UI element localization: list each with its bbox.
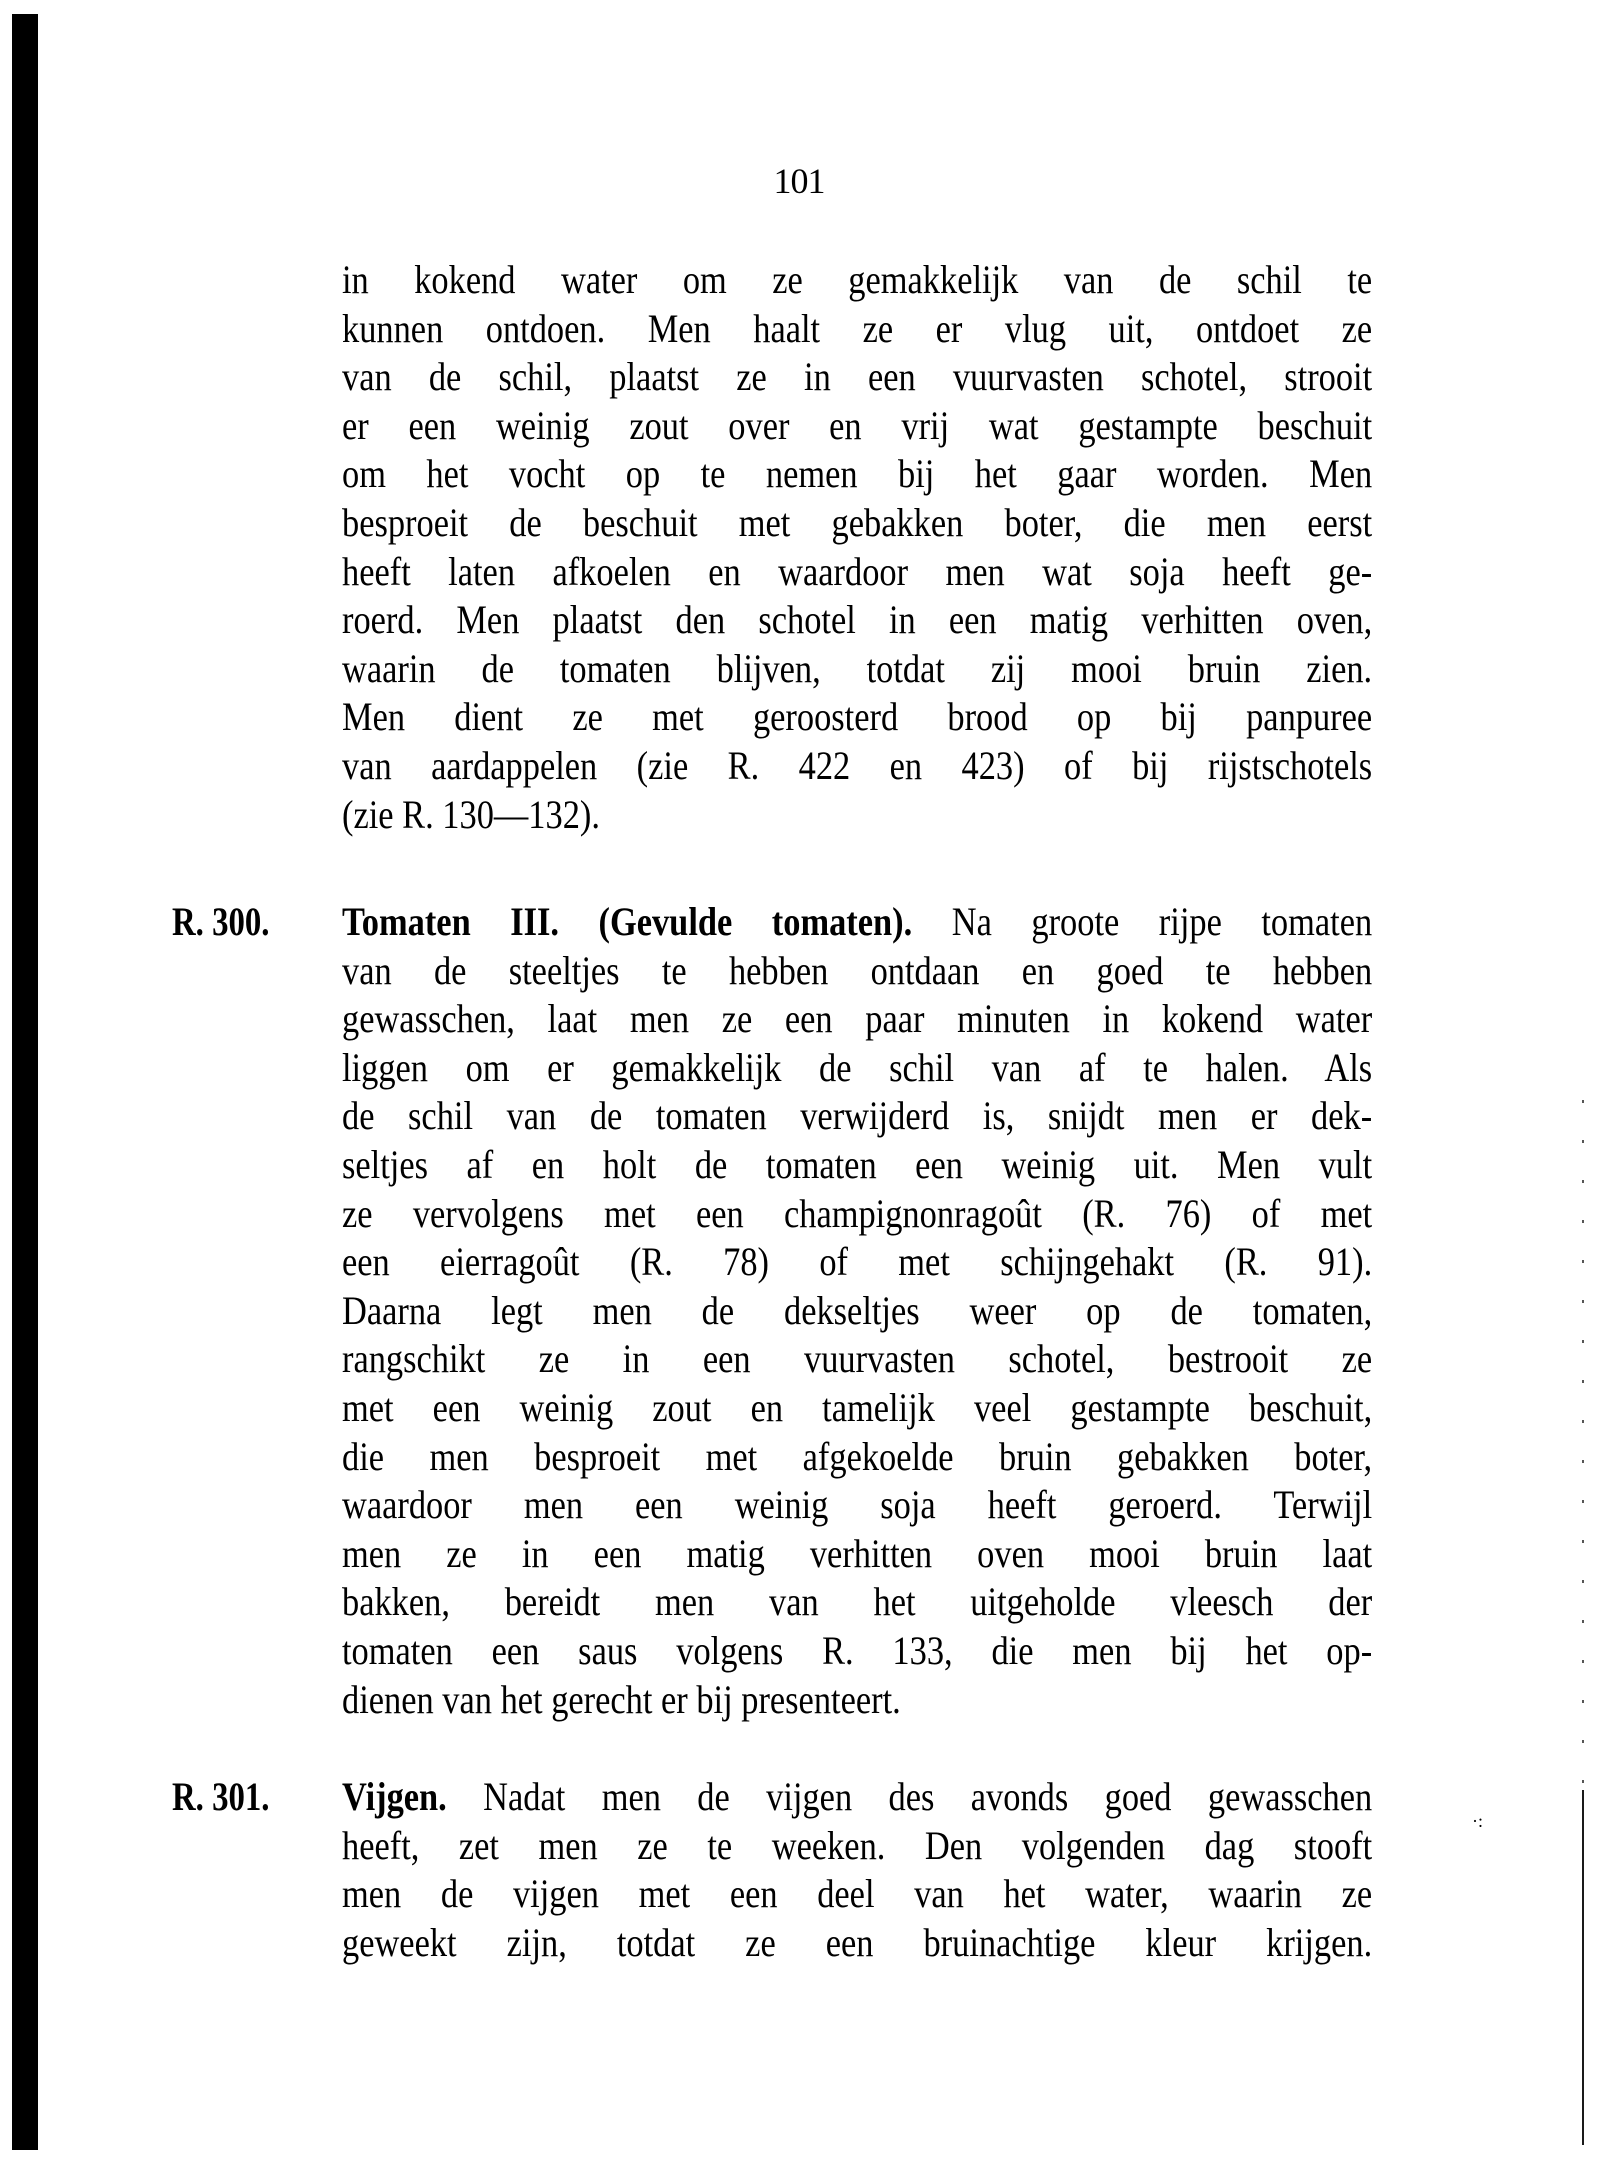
text-line: er een weinig zout over en vrij wat gestampte beschuit — [342, 402, 1373, 448]
text-line: Daarna legt men de dekseltjes weer op de tomaten, — [342, 1287, 1373, 1333]
text-line: van de schil, plaatst ze in een vuurvasten schotel, strooit — [342, 354, 1373, 400]
page-edge-rule — [1582, 1790, 1584, 2145]
text-line: (zie R. 130—132). — [342, 791, 600, 837]
text-line: met een weinig zout en tamelijk veel gestampte beschuit, — [342, 1384, 1373, 1430]
recipe-r300 — [342, 898, 1372, 1724]
recipe-first-line — [342, 1773, 1372, 1822]
binding-edge-strip — [12, 14, 38, 2150]
text-line: roerd. Men plaatst den schotel in een matig verhitten oven, — [342, 597, 1373, 643]
text-line: gewasschen, laat men ze een paar minuten in kokend water — [342, 996, 1373, 1042]
recipe-number-r300: R. 300. — [172, 899, 270, 944]
recipe-title: Vijgen. — [342, 1774, 447, 1819]
scan-speck: ·: — [1472, 1811, 1483, 1831]
text-line-rest: Na groote rijpe tomaten — [951, 899, 1373, 944]
text-line-rest: Nadat men de vijgen des avonds goed gewasschen — [483, 1774, 1373, 1819]
text-line: kunnen ontdoen. Men haalt ze er vlug uit, ontdoet ze — [342, 305, 1373, 351]
text-line: een eierragoût (R. 78) of met schijngehakt (R. 91). — [342, 1239, 1373, 1285]
text-line: waarin de tomaten blijven, totdat zij mooi bruin zien. — [342, 645, 1373, 691]
recipe-title: Tomaten III. (Gevulde tomaten). — [342, 899, 913, 944]
page-edge-dotted-rule — [1582, 1100, 1584, 1790]
text-line: Men dient ze met geroosterd brood op bij panpuree — [342, 694, 1373, 740]
recipe-first-line — [342, 898, 1372, 947]
text-line: heeft laten afkoelen en waardoor men wat soja heeft ge- — [342, 548, 1373, 594]
text-line: besproeit de beschuit met gebakken boter, die men eerst — [342, 499, 1373, 545]
text-line: om het vocht op te nemen bij het gaar worden. Men — [342, 451, 1373, 497]
text-line: in kokend water om ze gemakkelijk van de schil te — [342, 257, 1373, 302]
recipe-number-r301: R. 301. — [172, 1774, 270, 1819]
text-line: ze vervolgens met een champignonragoût (R. 76) of met — [342, 1190, 1373, 1236]
text-line: seltjes af en holt de tomaten een weinig uit. Men vult — [342, 1141, 1373, 1187]
text-line: waardoor men een weinig soja heeft geroerd. Terwijl — [342, 1482, 1373, 1528]
text-line: tomaten een saus volgens R. 133, die men bij het op- — [342, 1627, 1373, 1673]
text-line: van aardappelen (zie R. 422 en 423) of bij rijstschotels — [342, 742, 1373, 788]
text-line: de schil van de tomaten verwijderd is, snijdt men er dek- — [342, 1093, 1373, 1139]
recipe-r301 — [342, 1773, 1372, 1967]
text-line: geweekt zijn, totdat ze een bruinachtige kleur krijgen. — [342, 1919, 1373, 1965]
text-line: dienen van het gerecht er bij presenteert. — [342, 1676, 901, 1722]
text-line: heeft, zet men ze te weeken. Den volgenden dag stooft — [342, 1822, 1373, 1868]
text-line: bakken, bereidt men van het uitgeholde vleesch der — [342, 1579, 1373, 1625]
text-line: rangschikt ze in een vuurvasten schotel, bestrooit ze — [342, 1336, 1373, 1382]
text-line: men ze in een matig verhitten oven mooi bruin laat — [342, 1530, 1373, 1576]
text-line: van de steeltjes te hebben ontdaan en goed te hebben — [342, 947, 1373, 993]
text-line: die men besproeit met afgekoelde bruin gebakken boter, — [342, 1433, 1373, 1479]
text-line: men de vijgen met een deel van het water, waarin ze — [342, 1871, 1373, 1917]
page-number: 101 — [773, 161, 825, 201]
text-line: liggen om er gemakkelijk de schil van af te halen. Als — [342, 1044, 1373, 1090]
intro-paragraph — [342, 256, 1372, 839]
